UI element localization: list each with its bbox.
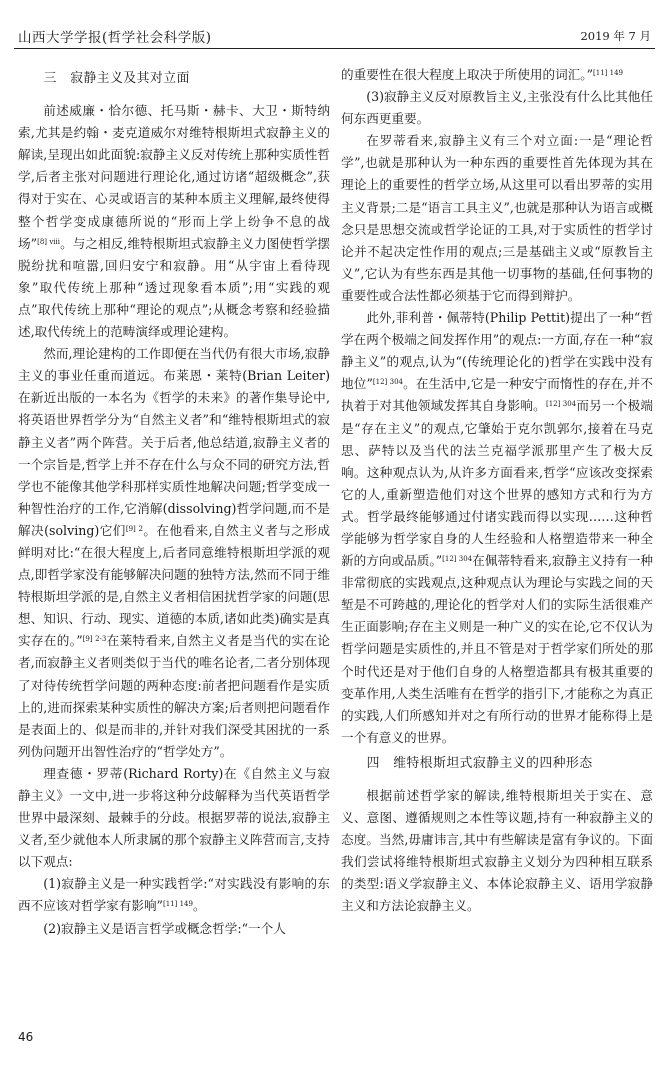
citation: [11] 149 <box>593 69 623 77</box>
citation: [12] 304 <box>545 400 577 409</box>
paragraph: 然而,理论建构的工作即便在当代仍有很大市场,寂静主义的事业任重而道远。布莱恩・莱特(Brian Leiter)在新近出版的一本名为《哲学的未来》的著作集导论中,将英语世界哲学分为“自然主义者”和“维特根斯坦式的寂静主义者”两个阵营。关于后者,他总结道,寂静主义者的一个宗旨是,哲学上并不存在什么与众不同的研究方法,哲学也不能像其他学科那样实质性地解决问题;哲学变成一种智性治疗的工作,它消解(dissolving)哲学问题,而不是解决(solving)它们$^{[9] 2}$。在他看来,自然主义者与之形成鲜明对比:“在很大程度上,后者同意维特根斯坦学派的观点,即哲学家没有能够解决问题的独特方法,然而不同于维特根斯坦学派的是,自然主义者相信困扰哲学家的问题(思想、知识、行动、现实、道德的本质,诸如此类)确实是真实存在的。”$^{[9] 2-3}$在莱特看来,自然主义者是当代的实在论者,而寂静主义者则类似于当代的唯名论者,二者分别体现了对待传统哲学问题的两种态度:前者把问题看作是实质上的,进而探索某种实质性的解决方案;后者则把问题看作是表面上的、似是而非的,并针对我们深受其困扰的一系列伪问题开出智性治疗的“哲学处方”。 <box>18 346 330 759</box>
paragraph: 此外,菲利普・佩蒂特(Philip Pettit)提出了一种“哲学在两个极端之间发挥作用”的观点:一方面,存在一种“寂静主义”的观点,认为“(传统理论化的)哲学在实践中没有地位”$^{[12] 304}$。在生活中,它是一种安宁而惰性的存在,并不执着于对其他领域发挥其自身影响。$^{[12] 304}$而另一个极端是“存在主义”的观点,它肇始于克尔凯郭尔,接着在马克思、萨特以及当代的法兰克福学派那里产生了极大反响。这种观点认为,从许多方面看来,哲学“应该改变探索它的人,重新塑造他们对这个世界的感知方式和行为方式。哲学最终能够通过付诸实践而得以实现……这种哲学能够为哲学家自身的人生经验和人格塑造带来一种全新的方向或品质。”$^{[12] 304}$在佩蒂特看来,寂静主义持有一种非常彻底的实践观点,这种观点认为理论与实践之间的天堑是不可跨越的,理论化的哲学对人们的实际生活很难产生正面影响;存在主义则是一种广义的实在论,它不仅认为哲学问题是实质性的,并且不管是对于哲学家们所处的那个时代还是对于他们自身的人格塑造都具有极其重要的变革作用,人类生活唯有在哲学的指引下,才能称之为真正的实践,人们所感知并对之有所行动的世界才能称得上是一个有意义的世界。 <box>341 310 653 745</box>
citation: [12] 304 <box>442 555 473 564</box>
citation: [9] 2 <box>125 524 143 533</box>
citation: [9] 2-3 <box>82 635 107 644</box>
paragraph: 理查德・罗蒂(Richard Rorty)在《自然主义与寂静主义》一文中,进一步将这种分歧解释为当代英语哲学世界中最深刻、最棘手的分歧。根据罗蒂的说法,寂静主义者,至少就他本人所隶属的那个寂静主义阵营而言,支持以下观点: <box>18 765 330 870</box>
section-heading-3: 三 寂静主义及其对立面 <box>43 71 190 86</box>
paragraph-continued: 的重要性在很大程度上取决于所使用的词汇。”$^{[11] 149}$ <box>341 67 623 82</box>
right-column <box>341 64 653 918</box>
journal-title: 山西大学学报(哲学社会科学版) <box>18 30 212 46</box>
citation: [8] viii <box>37 237 60 246</box>
paragraph: 前述威廉・恰尔德、托马斯・赫卡、大卫・斯特纳索,尤其是约翰・麦克道威尔对维特根斯坦式寂静主义的解读,呈现出如此面貌:寂静主义反对传统上那种实质性哲学,后者主张对问题进行理论化,通过访诸“超级概念”,获得对于实在、心灵或语言的某种本质主义理解,最终使得整个哲学变成康德所说的“形而上学上纷争不息的战场”$^{[8] viii}$。与之相反,维特根斯坦式寂静主义力图使哲学摆脱纷扰和喧嚣,回归安宁和寂静。用“从宇宙上看待现象”取代传统上那种“透过现象看本质”;用“实践的观点”取代传统上那种“理论的观点”;从概念考察和经验描述,取代传统上的范畴演绎或理论建构。 <box>18 103 330 340</box>
list-item: (3)寂静主义反对原教旨主义,主张没有什么比其他任何东西更重要。 <box>341 89 653 127</box>
list-item: (2)寂静主义是语言哲学或概念哲学:“一个人 <box>43 920 286 936</box>
list-item: (1)寂静主义是一种实践哲学:“对实践没有影响的东西不应该对哲学家有影响”$^{[11] 149}$。 <box>18 876 330 914</box>
paragraph: 根据前述哲学家的解读,维特根斯坦关于实在、意义、意图、遵循规则之本性等议题,持有一种寂静主义的态度。当然,毋庸讳言,其中有些解读是富有争议的。下面我们尝试将维特根斯坦式寂静主义划分为四种相互联系的类型:语义学寂静主义、本体论寂静主义、语用学寂静主义和方法论寂静主义。 <box>341 788 653 914</box>
issue-date: 2019 年 7 月 <box>580 29 651 43</box>
section-heading-4: 四 维特根斯坦式寂静主义的四种形态 <box>366 755 593 771</box>
running-header <box>18 26 651 46</box>
header-rule <box>14 48 655 49</box>
page-number: 46 <box>18 1030 34 1044</box>
paragraph: 在罗蒂看来,寂静主义有三个对立面:一是“理论哲学”,也就是那种认为一种东西的重要性首先体现为其在理论上的重要性的哲学立场,从这里可以看出罗蒂的实用主义背景;二是“语言工具主义”,也就是那种认为语言或概念只是思想交流或哲学论证的工具,对于实质性的哲学讨论并不起决定性作用的观点;三是基础主义或“原教旨主义”,它认为有些东西是其他一切事物的基础,任何事物的重要性或合法性都必须基于它而得到辩护。 <box>341 133 653 303</box>
citation: [12] 304 <box>372 378 403 387</box>
left-column <box>18 64 330 940</box>
citation: [11] 149 <box>162 900 193 909</box>
